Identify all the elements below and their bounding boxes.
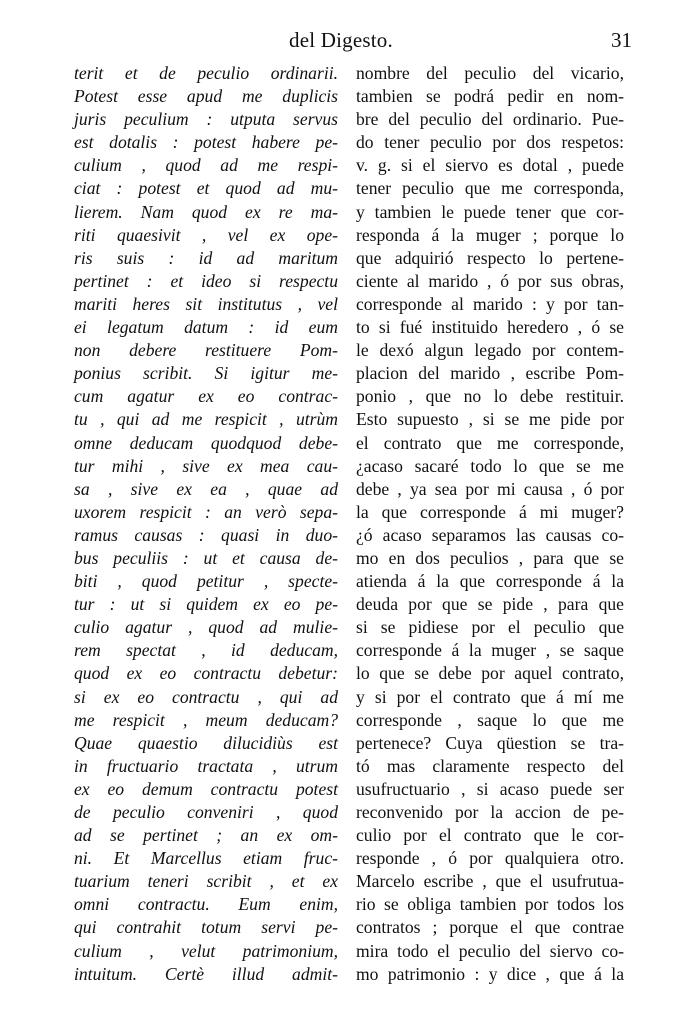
latin-text-line: ad se pertinet ; an ex om- — [74, 825, 338, 846]
latin-text-line: ei legatum datum : id eum — [74, 317, 338, 338]
spanish-text-line: que adquirió respecto lo pertene- — [356, 247, 624, 268]
spanish-text-line: contratos ; porque el que contrae — [356, 917, 624, 938]
latin-text-line: me respicit , meum deducam? — [74, 709, 338, 730]
spanish-text-line: el contrato que me corresponde, — [356, 432, 624, 453]
running-header — [0, 22, 682, 54]
latin-text-line: est dotalis : potest habere pe- — [74, 132, 338, 153]
spanish-text-line: pertenece? Cuya qüestion se tra- — [356, 732, 624, 753]
latin-text-line: ni. Et Marcellus etiam fruc- — [74, 848, 338, 869]
latin-text-line: culio agatur , quod ad mulie- — [74, 617, 338, 638]
latin-text-line: ciat : potest et quod ad mu- — [74, 178, 338, 199]
latin-text-line: culium , quod ad me respi- — [74, 155, 338, 176]
latin-text-line: uxorem respicit : an verò sepa- — [74, 501, 338, 522]
spanish-text-line: tambien se podrá pedir en nom- — [356, 86, 624, 107]
spanish-text-line: mo en dos peculios , para que se — [356, 547, 624, 568]
spanish-text-line: placion del marido , escribe Pom- — [356, 363, 624, 384]
spanish-text-line: responde , ó por qualquiera otro. — [356, 848, 624, 869]
latin-text-line: Quae quaestio dilucidiùs est — [74, 732, 338, 753]
latin-text-line: terit et de peculio ordinarii. — [74, 63, 338, 83]
spanish-text-line: atienda á la que corresponde á la — [356, 571, 624, 592]
spanish-text-line: responda á la muger ; porque lo — [356, 224, 624, 245]
spanish-text-line: lo que se debe por aquel contrato, — [356, 663, 624, 684]
spanish-text-line: do tener peculio por dos respetos: — [356, 132, 624, 153]
latin-text-line: juris peculium : utputa servus — [74, 109, 338, 130]
spanish-text-line: le dexó algun legado por contem- — [356, 340, 624, 361]
latin-text-line: omni contractu. Eum enim, — [74, 894, 338, 915]
spanish-text-line: deuda por que se pide , para que — [356, 594, 624, 615]
latin-text-line: Potest esse apud me duplicis — [74, 86, 338, 107]
latin-text-line: in fructuario tractata , utrum — [74, 755, 338, 776]
latin-text-line: lierem. Nam quod ex re ma- — [74, 201, 338, 222]
latin-text-line: biti , quod petitur , specte- — [74, 571, 338, 592]
spanish-text-line: corresponde á la muger , se saque — [356, 640, 624, 661]
latin-text-line: tuarium teneri scribit , et ex — [74, 871, 338, 892]
spanish-text-line: usufructuario , si acaso puede ser — [356, 778, 624, 799]
spanish-text-line: debe , ya sea por mi causa , ó por — [356, 478, 624, 499]
spanish-text-line: nombre del peculio del vicario, — [356, 63, 624, 83]
latin-text-line: riti quaesivit , vel ex ope- — [74, 224, 338, 245]
spanish-text-line: corresponde al marido : y por tan- — [356, 293, 624, 314]
latin-text-line: rem spectat , id deducam, — [74, 640, 338, 661]
latin-text-line: si ex eo contractu , qui ad — [74, 686, 338, 707]
spanish-text-line: Esto supuesto , si se me pide por — [356, 409, 624, 430]
latin-text-line: bus peculiis : ut et causa de- — [74, 547, 338, 568]
spanish-text-line: ¿acaso sacaré todo lo que se me — [356, 455, 624, 476]
header-title: del Digesto. — [289, 28, 393, 52]
spanish-text-line: Marcelo escribe , que el usufrutua- — [356, 871, 624, 892]
spanish-text-line: corresponde , saque lo que me — [356, 709, 624, 730]
latin-text-line: tur mihi , sive ex mea cau- — [74, 455, 338, 476]
latin-text-line: culium , velut patrimonium, — [74, 940, 338, 961]
page-number: 31 — [611, 28, 632, 52]
spanish-text-line: la que corresponde á mi muger? — [356, 501, 624, 522]
spanish-text-line: mira todo el peculio del siervo co- — [356, 940, 624, 961]
latin-text-line: pertinet : et ideo si respectu — [74, 270, 338, 291]
latin-text-line: de peculio conveniri , quod — [74, 802, 338, 822]
latin-text-line: tur : ut si quidem ex eo pe- — [74, 594, 338, 615]
latin-column — [74, 62, 338, 986]
spanish-column — [356, 62, 624, 986]
latin-text-line: cum agatur ex eo contrac- — [74, 386, 338, 407]
latin-text-line: omne deducam quodquod debe- — [74, 432, 338, 453]
latin-text-line: non debere restituere Pom- — [74, 340, 338, 361]
latin-text-line: ramus causas : quasi in duo- — [74, 524, 338, 545]
spanish-text-line: ¿ó acaso separamos las causas co- — [356, 524, 624, 545]
spanish-text-line: culio por el contrato que le cor- — [356, 825, 624, 846]
spanish-text-line: y tambien le puede tener que cor- — [356, 201, 624, 222]
spanish-text-line: rio se obliga tambien por todos los — [356, 894, 624, 915]
spanish-text-line: v. g. si el siervo es dotal , puede — [356, 155, 624, 176]
spanish-text-line: ponio , que no lo debe restituir. — [356, 386, 624, 407]
latin-text-line: ex eo demum contractu potest — [74, 778, 338, 799]
spanish-text-line: to si fué instituido heredero , ó se — [356, 317, 624, 338]
latin-text-line: intuitum. Certè illud admit- — [74, 963, 338, 984]
spanish-text-line: y si por el contrato que á mí me — [356, 686, 624, 707]
spanish-text-line: tó mas claramente respecto del — [356, 755, 624, 776]
spanish-text-line: tener peculio que me corresponda, — [356, 178, 624, 199]
latin-text-line: ris suis : id ad maritum — [74, 247, 338, 268]
latin-text-line: ponius scribit. Si igitur me- — [74, 363, 338, 384]
spanish-text-line: ciente al marido , ó por sus obras, — [356, 270, 624, 291]
latin-text-line: sa , sive ex ea , quae ad — [74, 478, 338, 499]
spanish-text-line: si se pidiese por el peculio que — [356, 617, 624, 638]
spanish-text-line: mo patrimonio : y dice , que á la — [356, 963, 624, 984]
spanish-text-line: bre del peculio del ordinario. Pue- — [356, 109, 624, 130]
latin-text-line: mariti heres sit institutus , vel — [74, 293, 338, 314]
spanish-text-line: reconvenido por la accion de pe- — [356, 802, 624, 822]
latin-text-line: quod ex eo contractu debetur: — [74, 663, 338, 684]
latin-text-line: tu , qui ad me respicit , utrùm — [74, 409, 338, 430]
latin-text-line: qui contrahit totum servi pe- — [74, 917, 338, 938]
